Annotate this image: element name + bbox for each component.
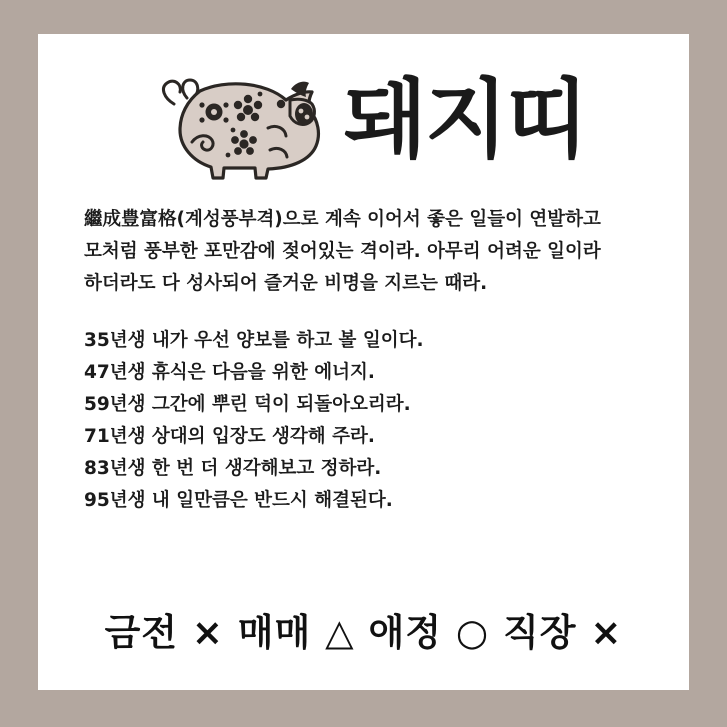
summary-badges: 금전 × 매매 △ 애정 ○ 직장 × <box>104 611 623 654</box>
pig-illustration-icon <box>140 58 340 188</box>
intro-line: 모처럼 풍부한 포만감에 젖어있는 격이라. 아무리 어려운 일이라 <box>84 240 601 262</box>
list-item: 47년생 휴식은 다음을 위한 에너지. <box>84 362 375 384</box>
intro-paragraph <box>84 204 643 299</box>
list-item: 59년생 그간에 뿌린 덕이 되돌아오리라. <box>84 394 411 416</box>
list-item: 83년생 한 번 더 생각해보고 정하라. <box>84 457 382 479</box>
card-header <box>38 34 689 188</box>
list-item: 35년생 내가 우선 양보를 하고 볼 일이다. <box>84 330 424 352</box>
list-item: 71년생 상대의 입장도 생각해 주라. <box>84 425 375 447</box>
list-item: 95년생 내 일만큼은 반드시 해결된다. <box>84 489 393 511</box>
intro-line: 繼成豊富格(계성풍부격)으로 계속 이어서 좋은 일들이 연발하고 <box>84 209 601 230</box>
page-title: 돼지띠 <box>343 70 588 170</box>
intro-line: 하더라도 다 성사되어 즐거운 비명을 지르는 때라. <box>84 272 488 294</box>
year-fortune-list <box>84 325 643 516</box>
fortune-card <box>38 34 689 690</box>
fortune-body <box>84 204 643 516</box>
